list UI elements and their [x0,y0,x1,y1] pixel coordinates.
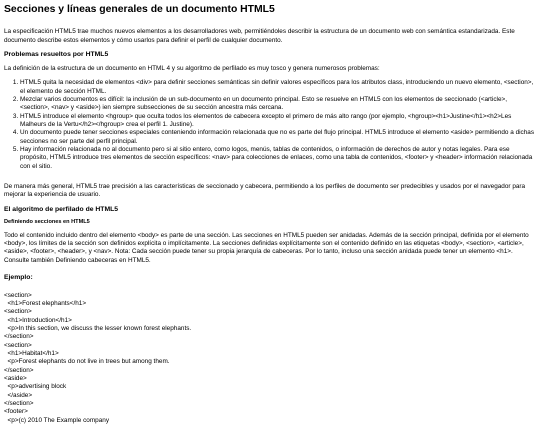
list-item: 3. HTML5 introduce el elemento <hgroup> que oculta todos los elementos de cabecera excepto el primero de más alto rango (por ejemplo, <hgroup><h1>Justine</h1><h2>Les Malheurs de la Vertu</h2></hgroup> crea el perfil 1. Justine). [20,113,536,130]
algorithm-heading: El algoritmo de perfilado de HTML5 [4,205,119,213]
problems-closing: De manera más general, HTML5 trae precisión a las características de seccionado y cabecera, permitiendo a los perfiles de documento ser predecibles y usados por el navegador para mejorar la experiencia de usuario. [4,182,526,199]
algorithm-text: Todo el contenido incluido dentro del elemento <body> es parte de una sección. Las secciones en HTML5 pueden ser anidadas. Además de la sección principal, definida por el elemento <body>, los límites de la sección son definidos explícita o implícitamente. La secciones definidas explícitamente son el contenido definido en las etiquetas <body>, <section>, <article>, <aside>, <footer>, <header>, y <nav>. Nota: Cada sección puede tener su propia jerarquía de cabeceras. Por lo tanto, incluso una sección anidada puede tener un elemento <h1>. Consulte también Definiendo cabeceras en HTML5. [4,231,529,264]
list-item: 1. HTML5 quita la necesidad de elementos <div> para definir secciones semánticas sin definir valores específicos para los atributos class, introduciendo un nuevo elemento, <section>, el elemento de sección HTML. [20,79,536,96]
code-line: <footer> [4,408,28,416]
code-line: <section> [4,308,32,316]
code-line: </aside> [4,391,33,399]
list-item: 2. Mezclar varios documentos es difícil: la inclusión de un sub-documento en un documento principal. Esto se resuelve en HTML5 con los elementos de seccionado (<article>, <section>, <nav> y <aside>) ien siempre subsecciones de su sección ancestra más cercana. [20,96,536,113]
code-line: <section> [4,291,32,299]
list-item: 4. Un documento puede tener secciones especiales conteniendo información relacionada que no es parte del flujo principal. HTML5 introduce el elemento <aside> permitiendo a dichas secciones no ser parte del perfil principal. [20,129,536,146]
problems-list [4,79,536,171]
code-line: <h1>Forest elephants</h1> [4,300,87,308]
code-line: <p>Forest elephants do not live in trees but among them. [4,358,170,366]
algorithm-subheading: Definiendo secciones en HTML5 [4,219,90,226]
code-line: <aside> [4,375,27,383]
problems-heading: Problemas resueltos por HTML5 [4,51,109,59]
intro-paragraph: La especificación HTML5 trae muchos nuevos elementos a los desarrolladores web, permitiéndoles describir la estructura de un documento web con semántica estandarizada. Este documento describe estos elementos y cómo usarlos para definir el perfil de cualquier documento. [4,28,515,44]
code-line: <h1>Introduction</h1> [4,316,72,324]
code-line: <p>In this section, we discuss the lesser known forest elephants. [4,325,192,333]
code-line: <h1>Habitat</h1> [4,350,59,358]
example-heading: Ejemplo: [4,273,33,281]
list-item: 5. Hay información relacionada no al documento pero si al sitio entero, como logos, menús, tablas de contenidos, o información de derechos de autor y notas legales. Para ese propósito, HTML5 introduce tres elementos de sección específicos: <nav> para colecciones de enlaces, como una tabla de contenidos, <footer> y <header> información relacionada con el sitio. [20,146,536,171]
problems-lead: La definición de la estructura de un documento en HTML 4 y su algoritmo de perfilado es muy tosco y genera numerosos problemas: [4,64,380,72]
code-example [4,292,536,425]
code-line: <p>advertising block [4,383,67,391]
code-line: <p>(c) 2010 The Example company [4,416,110,424]
page-title: Secciones y líneas generales de un documento HTML5 [4,4,275,15]
code-line: <section> [4,341,32,349]
code-line: </section> [4,333,34,341]
code-line: </section> [4,400,34,408]
code-line: </section> [4,366,34,374]
